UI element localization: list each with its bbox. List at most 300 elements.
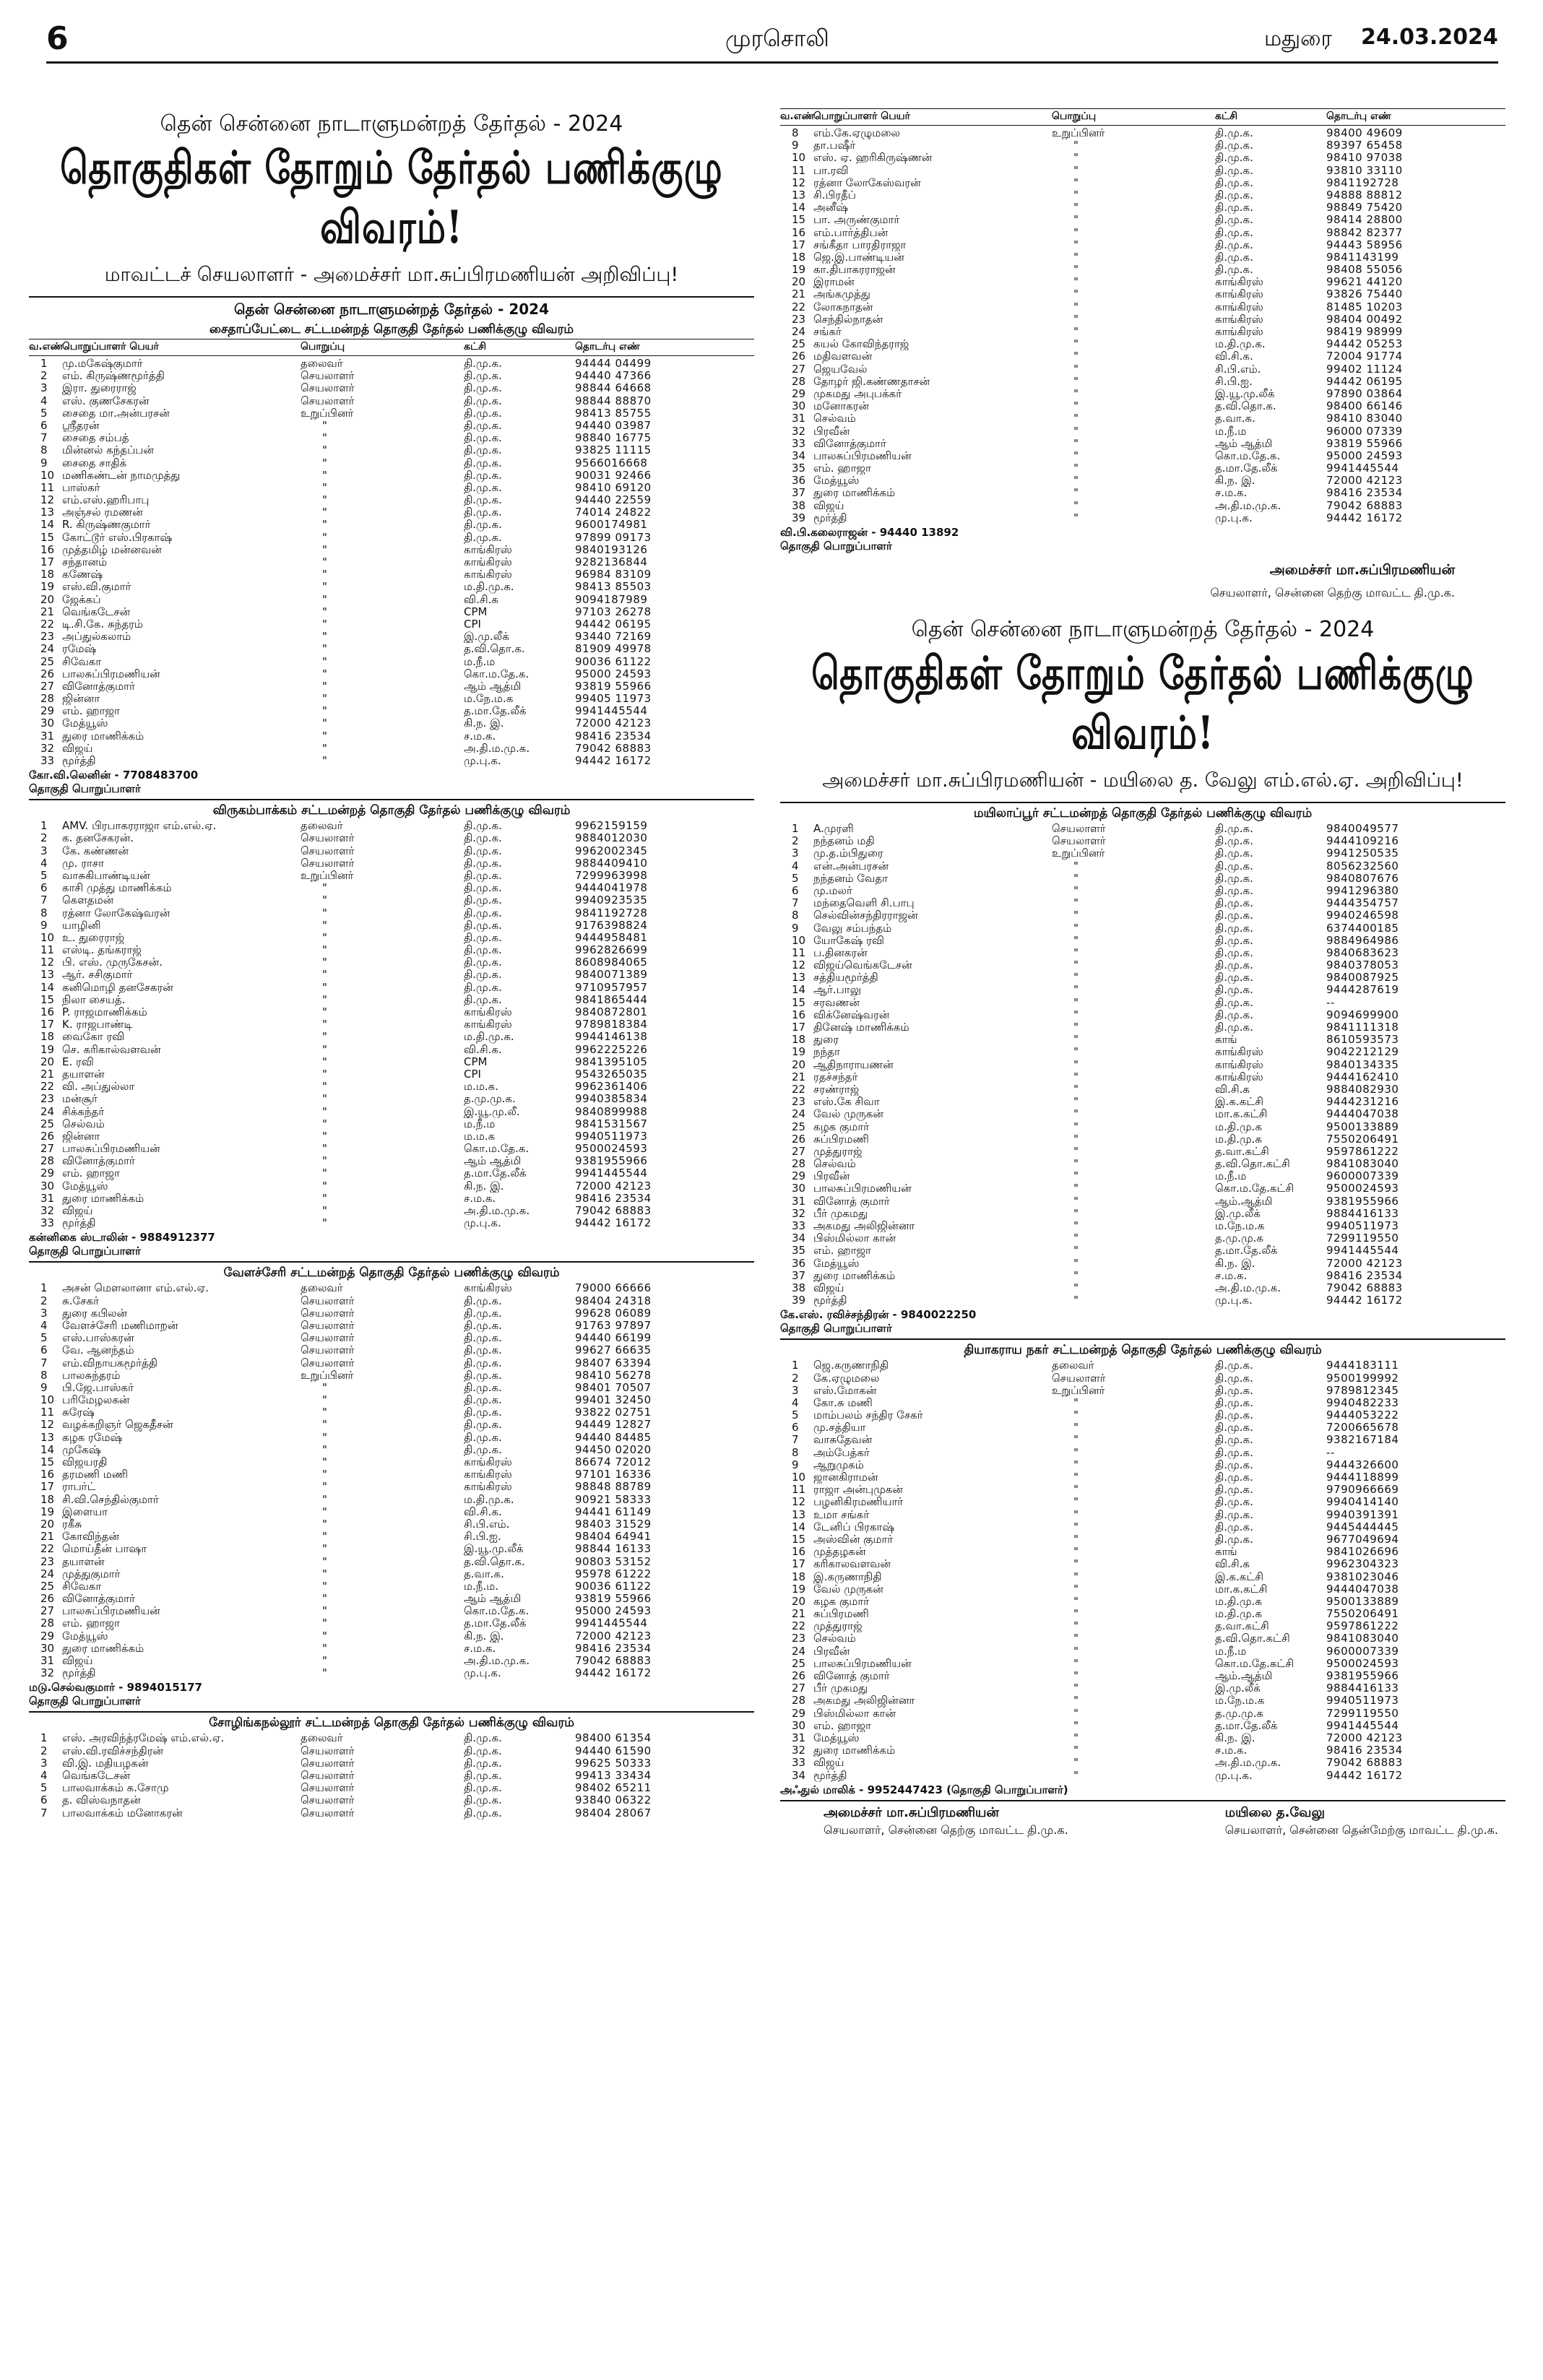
- member-name: வினோத்குமார்: [62, 1155, 135, 1168]
- serial-number: 29: [792, 1707, 806, 1720]
- serial-number: 26: [792, 1133, 806, 1146]
- party-name: வி.சி.க.: [1215, 350, 1253, 363]
- table-row: [780, 264, 1505, 276]
- serial-number: 2: [40, 1744, 48, 1757]
- phone-number: 98844 64668: [575, 382, 652, 395]
- divider: [29, 1261, 754, 1263]
- serial-number: 3: [40, 844, 48, 857]
- member-name: துரை: [813, 1034, 839, 1047]
- table-row: [29, 743, 754, 755]
- phone-number: 89397 65458: [1326, 139, 1403, 152]
- serial-number: 20: [792, 1058, 806, 1071]
- member-role: செயலாளர்: [301, 1294, 355, 1307]
- phone-number: 9500133889: [1326, 1120, 1399, 1133]
- party-name: ம.ம.க: [464, 1130, 496, 1143]
- phone-number: 98410 83040: [1326, 412, 1403, 425]
- member-role: ": [1073, 499, 1079, 512]
- table-row: [29, 1382, 754, 1394]
- party-name: தி.மு.க.: [1215, 214, 1253, 227]
- member-name: கே.ஏழுமலை: [813, 1372, 880, 1385]
- member-role: ": [1073, 400, 1079, 413]
- table-row: [780, 500, 1505, 512]
- serial-number: 15: [792, 214, 806, 227]
- phone-number: 90036 61122: [575, 1580, 652, 1593]
- serial-number: 31: [40, 1192, 55, 1205]
- member-name: பிரவீன்: [813, 1170, 850, 1183]
- member-role: ": [322, 494, 327, 507]
- phone-number: 9444041978: [575, 882, 648, 895]
- phone-number: 7299119550: [1326, 1707, 1399, 1720]
- member-name: அஸ்வின் குமார்: [813, 1533, 894, 1546]
- phone-number: 9841192728: [1326, 176, 1399, 189]
- phone-number: 9444287619: [1326, 984, 1399, 997]
- party-name: தி.மு.க.: [1215, 1484, 1253, 1497]
- serial-number: 29: [40, 705, 55, 718]
- serial-number: 14: [792, 984, 806, 997]
- serial-number: 22: [40, 618, 55, 631]
- table-row: [780, 1270, 1505, 1282]
- banner2-headline: தொகுதிகள் தோறும் தேர்தல் பணிக்குழு விவரம்!: [811, 646, 1474, 759]
- serial-number: 4: [40, 394, 48, 407]
- member-role: ": [322, 931, 327, 944]
- serial-number: 5: [792, 1409, 799, 1422]
- table-row: [780, 1620, 1505, 1632]
- member-role: செயலாளர்: [1052, 823, 1106, 835]
- signatory-name: மயிலை த.வேலு: [1224, 1804, 1325, 1820]
- table-row: [780, 1034, 1505, 1046]
- member-name: துரை மாணிக்கம்: [813, 487, 896, 500]
- phone-number: 98400 49609: [1326, 127, 1403, 139]
- serial-number: 26: [40, 1130, 55, 1143]
- phone-number: 9444053222: [1326, 1409, 1399, 1422]
- phone-number: 95000 24593: [575, 667, 652, 680]
- table-row: [780, 1294, 1505, 1307]
- phone-number: 9884082930: [1326, 1083, 1399, 1096]
- serial-number: 18: [40, 568, 55, 581]
- committee-table-sholinganallur-continued: [780, 127, 1505, 524]
- phone-number: 9940414140: [1326, 1496, 1399, 1509]
- phone-number: 94442 06195: [575, 618, 652, 631]
- serial-number: 24: [792, 1645, 806, 1658]
- member-name: செல்வம்: [813, 412, 856, 425]
- party-name: தி.மு.க.: [464, 919, 502, 932]
- party-name: தி.மு.க.: [1215, 835, 1253, 848]
- table-row: [29, 1167, 754, 1180]
- member-role: ": [322, 456, 327, 469]
- serial-number: 6: [40, 419, 48, 432]
- table-row: [780, 1170, 1505, 1182]
- table-row: [29, 1782, 754, 1794]
- phone-number: 94442 16172: [1326, 1769, 1403, 1782]
- party-name: சி.பி.எம்.: [464, 1518, 510, 1531]
- phone-number: 6374400185: [1326, 922, 1399, 935]
- party-name: தி.மு.க.: [1215, 202, 1253, 215]
- table-row: [780, 301, 1505, 313]
- table-row: [780, 363, 1505, 376]
- table-row: [780, 152, 1505, 164]
- party-name: தி.மு.க.: [464, 1419, 502, 1432]
- phone-number: 99627 66635: [575, 1344, 652, 1357]
- party-name: ம.நே.ம.க: [1215, 1220, 1265, 1232]
- incharge-role: தொகுதி பொறுப்பாளர்: [29, 1695, 141, 1708]
- party-name: தி.மு.க.: [464, 456, 502, 469]
- party-name: ம.நீ.ம: [464, 655, 496, 668]
- member-name: சத்தியமூர்த்தி: [813, 972, 878, 985]
- serial-number: 17: [792, 1558, 806, 1571]
- serial-number: 37: [792, 1269, 806, 1282]
- table-row: [29, 1130, 754, 1143]
- phone-number: 9941445544: [575, 1167, 648, 1180]
- party-name: தி.மு.க.: [1215, 1421, 1253, 1435]
- table-row: [780, 947, 1505, 959]
- party-name: த.வா.க.: [464, 1567, 504, 1580]
- member-role: ": [1073, 412, 1079, 425]
- party-name: தி.மு.க.: [464, 931, 502, 944]
- incharge-name: மடு.செல்வகுமார் - 9894015177: [29, 1681, 202, 1695]
- phone-number: 72000 42123: [1326, 1731, 1403, 1744]
- phone-number: 9841865444: [575, 993, 648, 1006]
- table-row: [29, 755, 754, 767]
- member-role: ": [1073, 934, 1079, 947]
- party-name: தி.மு.க.: [464, 444, 502, 457]
- member-name: கயல் கோவிந்தராஜ்: [813, 338, 909, 351]
- member-name: கழக ரமேஷ்: [62, 1431, 123, 1444]
- table-row: [780, 1744, 1505, 1757]
- phone-number: 9597861222: [1326, 1145, 1399, 1158]
- table-row: [780, 1757, 1505, 1769]
- phone-number: 95000 24593: [575, 1605, 652, 1618]
- party-name: தி.மு.க.: [1215, 164, 1253, 177]
- member-name: த. விஸ்வநாதன்: [62, 1794, 141, 1807]
- phone-number: 9962159159: [575, 820, 648, 833]
- serial-number: 35: [792, 462, 806, 475]
- table-row: [780, 1533, 1505, 1546]
- party-name: தி.மு.க.: [464, 1769, 502, 1782]
- member-role: ": [322, 1130, 327, 1143]
- member-name: பாலசுந்தரம்: [62, 1369, 121, 1382]
- member-role: ": [322, 1180, 327, 1193]
- member-role: ": [1073, 1021, 1079, 1034]
- incharge-role: தொகுதி பொறுப்பாளர்: [780, 540, 892, 553]
- table-row: [780, 1509, 1505, 1521]
- phone-number: 79042 68883: [575, 1205, 652, 1217]
- table-row: [29, 1419, 754, 1431]
- member-role: ": [1073, 1446, 1079, 1459]
- serial-number: 7: [40, 894, 48, 907]
- committee-table-mylapore: [780, 823, 1505, 1307]
- col-head-sno: வ.எண்: [780, 111, 815, 122]
- phone-number: 94450 02020: [575, 1443, 652, 1456]
- member-name: பாஸ்கர்: [62, 481, 100, 494]
- party-name: காங்கிரஸ்: [1215, 276, 1263, 289]
- party-name: தி.மு.க.: [464, 1406, 502, 1419]
- table-row: [29, 581, 754, 593]
- serial-number: 9: [40, 456, 48, 469]
- phone-number: 97101 16336: [575, 1468, 652, 1481]
- member-role: ": [322, 1394, 327, 1407]
- member-name: ரத்னா லோகேஷ்வரன்: [62, 906, 170, 919]
- member-name: சைதை சம்பத்: [62, 432, 129, 445]
- member-name: பா.ரவி: [813, 164, 849, 177]
- table-row: [780, 1220, 1505, 1232]
- phone-number: 94442 16172: [1326, 511, 1403, 524]
- phone-number: 7299119550: [1326, 1232, 1399, 1245]
- party-name: தி.மு.க.: [464, 906, 502, 919]
- phone-number: 9884416133: [1326, 1207, 1399, 1220]
- member-name: மன்சூர்: [62, 1093, 98, 1106]
- phone-number: 9940482233: [1326, 1396, 1399, 1409]
- table-row: [780, 1071, 1505, 1083]
- table-row: [29, 1580, 754, 1593]
- party-name: சி.பி.எம்.: [1215, 363, 1261, 376]
- table-row: [780, 959, 1505, 972]
- member-role: ": [1073, 1133, 1079, 1146]
- serial-number: 35: [792, 1245, 806, 1258]
- serial-number: 39: [792, 511, 806, 524]
- phone-number: 9789818384: [575, 1018, 648, 1031]
- phone-number: 94444 04499: [575, 358, 652, 370]
- party-name: ம.நே.ம.க: [1215, 1695, 1265, 1708]
- table-row: [780, 425, 1505, 438]
- serial-number: 29: [40, 1167, 55, 1180]
- member-role: ": [1073, 1245, 1079, 1258]
- party-name: காங்கிரஸ்: [464, 1282, 512, 1295]
- serial-number: 32: [40, 1667, 55, 1680]
- table-row: [780, 1359, 1505, 1372]
- party-name: தி.மு.க.: [464, 1431, 502, 1444]
- member-name: பாலசுப்பிரமணியன்: [813, 449, 912, 462]
- party-name: தி.மு.க.: [1215, 1508, 1253, 1521]
- phone-number: 81485 10203: [1326, 300, 1403, 313]
- table-row: [780, 202, 1505, 214]
- member-name: எஸ்டி. தங்கராஜ்: [62, 944, 142, 957]
- serial-number: 33: [792, 1757, 806, 1770]
- table-row: [780, 338, 1505, 350]
- phone-number: 98842 82377: [1326, 226, 1403, 239]
- party-name: இ.க.கட்சி: [1215, 1570, 1264, 1583]
- member-role: ": [322, 1555, 327, 1568]
- table-row: [780, 909, 1505, 922]
- member-role: ": [1073, 1632, 1079, 1645]
- signature-block: [780, 561, 1505, 602]
- serial-number: 19: [40, 581, 55, 594]
- member-role: ": [322, 1068, 327, 1081]
- member-name: என்.அன்பரசன்: [813, 860, 889, 873]
- col-head-sno: வ.எண்: [29, 341, 64, 352]
- table-row: [780, 239, 1505, 251]
- party-name: காங்கிரஸ்: [464, 543, 512, 556]
- party-name: தி.மு.க.: [464, 944, 502, 957]
- member-name: ஜெ.கருணாநிதி: [813, 1359, 889, 1372]
- phone-number: 95978 61222: [575, 1567, 652, 1580]
- phone-number: 98416 23534: [1326, 1744, 1403, 1757]
- member-name: பிரவீன்: [813, 1645, 850, 1658]
- member-role: ": [1073, 1034, 1079, 1047]
- table-row: [780, 1708, 1505, 1720]
- newspaper-name: முரசொலி: [725, 25, 829, 52]
- serial-number: 2: [792, 1372, 799, 1385]
- serial-number: 3: [40, 382, 48, 395]
- phone-number: 94442 05253: [1326, 338, 1403, 351]
- member-name: எம். ஹாஜா: [62, 705, 120, 718]
- member-role: ": [1073, 1257, 1079, 1270]
- member-role: ": [322, 742, 327, 755]
- party-name: தி.மு.க.: [464, 1332, 502, 1345]
- member-role: ": [1073, 437, 1079, 450]
- party-name: காங்கிரஸ்: [1215, 313, 1263, 326]
- member-name: P. ராஜமாணிக்கம்: [62, 1006, 147, 1018]
- party-name: கொ.ம.தே.கட்சி: [1215, 1657, 1295, 1670]
- table-row: [29, 1295, 754, 1307]
- party-name: தி.மு.க.: [464, 370, 502, 383]
- party-name: தி.மு.க.: [464, 506, 502, 519]
- member-name: செல்வின்சந்திரராஜன்: [813, 909, 918, 922]
- serial-number: 26: [40, 1593, 55, 1606]
- member-role: செயலாளர்: [301, 1782, 355, 1795]
- party-name: தி.மு.க.: [1215, 1458, 1253, 1471]
- member-role: ": [1073, 959, 1079, 972]
- member-role: ": [1073, 1471, 1079, 1484]
- phone-number: 9444118899: [1326, 1471, 1399, 1484]
- member-name: ஆதிநாராயணன்: [813, 1058, 894, 1071]
- member-role: செயலாளர்: [301, 1356, 355, 1369]
- party-name: ம.தி.மு.க.: [464, 1493, 514, 1506]
- member-name: ரத்னா லோகேஸ்வரன்: [813, 176, 921, 189]
- col-head-role: பொறுப்பு: [1052, 111, 1097, 122]
- party-name: கி.ந. இ.: [1215, 1731, 1255, 1744]
- serial-number: 5: [792, 872, 799, 885]
- serial-number: 31: [792, 1731, 806, 1744]
- member-name: துரை கபிலன்: [62, 1307, 127, 1320]
- table-row: [780, 512, 1505, 524]
- member-role: ": [1073, 326, 1079, 338]
- phone-number: 98404 28067: [575, 1806, 652, 1819]
- party-name: இ.மு.லீக்: [1215, 1682, 1261, 1695]
- party-name: காங்கிரஸ்: [1215, 1046, 1263, 1059]
- serial-number: 32: [792, 1744, 806, 1757]
- phone-number: 9941296380: [1326, 884, 1399, 897]
- party-name: கொ.ம.தே.கட்சி: [1215, 1182, 1295, 1195]
- member-name: எஸ்.வி.ரவிச்சந்திரன்: [62, 1744, 164, 1757]
- member-name: மூர்த்தி: [813, 511, 847, 524]
- table-row: [29, 870, 754, 882]
- member-name: மேத்யூஸ்: [813, 1731, 860, 1744]
- phone-number: 9500133889: [1326, 1595, 1399, 1608]
- table-row: [29, 1193, 754, 1205]
- serial-number: 4: [40, 1769, 48, 1782]
- serial-number: 12: [40, 956, 55, 969]
- table-row: [29, 994, 754, 1006]
- party-name: த.வி.தொ.க.: [464, 643, 525, 656]
- serial-number: 2: [40, 370, 48, 383]
- member-name: துரை மாணிக்கம்: [62, 1192, 144, 1205]
- member-role: செயலாளர்: [301, 1806, 355, 1819]
- phone-number: 94441 61149: [575, 1505, 652, 1518]
- member-role: ": [1073, 1396, 1079, 1409]
- member-role: செயலாளர்: [301, 857, 355, 870]
- divider: [780, 802, 1505, 803]
- serial-number: 12: [792, 959, 806, 972]
- phone-number: 98400 61354: [575, 1732, 652, 1745]
- table-row: [29, 1757, 754, 1770]
- phone-number: 97890 03864: [1326, 387, 1403, 400]
- table-row: [29, 1617, 754, 1630]
- party-name: தி.மு.க.: [1215, 238, 1253, 251]
- constituency-heading-saidapet: சைதாப்பேட்டை சட்டமன்றத் தொகுதி தேர்தல் பணிக்குழு விவரம்: [209, 322, 574, 337]
- table-row: [780, 897, 1505, 909]
- member-name: மொய்தீன் பாஷா: [62, 1543, 147, 1556]
- member-role: ": [1073, 189, 1079, 202]
- table-row: [780, 462, 1505, 475]
- party-name: தி.மு.க.: [464, 1369, 502, 1382]
- member-name: எம். ஹாஜா: [813, 1719, 871, 1732]
- member-role: ": [1073, 1608, 1079, 1621]
- serial-number: 32: [40, 742, 55, 755]
- party-name: த.வி.தொ.க.: [464, 1555, 525, 1568]
- table-row: [29, 494, 754, 506]
- table-row: [780, 1645, 1505, 1658]
- phone-number: 9940246598: [1326, 909, 1399, 922]
- serial-number: 10: [792, 934, 806, 947]
- table-row: [780, 165, 1505, 177]
- phone-number: 7200665678: [1326, 1421, 1399, 1435]
- serial-number: 8: [40, 906, 48, 919]
- serial-number: 17: [792, 238, 806, 251]
- table-row: [29, 705, 754, 717]
- phone-number: 9841026696: [1326, 1546, 1399, 1559]
- table-row: [29, 1332, 754, 1344]
- phone-number: 9962225226: [575, 1043, 648, 1056]
- member-role: ": [322, 1518, 327, 1531]
- member-role: உறுப்பினர்: [1052, 847, 1105, 860]
- member-name: மேத்யூஸ்: [813, 1257, 860, 1270]
- member-name: ஜின்னா: [62, 1130, 100, 1143]
- phone-number: 90803 53152: [575, 1555, 652, 1568]
- table-row: [29, 1205, 754, 1217]
- member-role: ": [1073, 139, 1079, 152]
- member-role: ": [322, 981, 327, 994]
- serial-number: 10: [40, 1394, 55, 1407]
- party-name: சி.பி.ஐ.: [1215, 375, 1253, 388]
- member-role: ": [322, 1093, 327, 1106]
- table-row: [780, 227, 1505, 239]
- serial-number: 6: [40, 1794, 48, 1807]
- col-head-party: கட்சி: [464, 341, 487, 352]
- party-name: தி.மு.க.: [464, 394, 502, 407]
- member-role: ": [1073, 226, 1079, 239]
- serial-number: 12: [792, 176, 806, 189]
- party-name: த.வா.கட்சி: [1215, 1620, 1269, 1633]
- phone-number: 98416 23534: [575, 1642, 652, 1655]
- serial-number: 9: [40, 1381, 48, 1394]
- member-name: முகேஷ்: [62, 1443, 101, 1456]
- member-role: ": [322, 1481, 327, 1494]
- serial-number: 5: [40, 1332, 48, 1345]
- table-row: [780, 1695, 1505, 1707]
- member-role: ": [322, 593, 327, 606]
- table-row: [780, 1720, 1505, 1732]
- party-name: தி.மு.க.: [464, 469, 502, 482]
- party-name: இ.யூ.மு.லீக்: [1215, 387, 1275, 400]
- party-name: தி.மு.க.: [1215, 984, 1253, 997]
- serial-number: 22: [792, 1083, 806, 1096]
- member-name: தயாளன்: [62, 1068, 105, 1081]
- serial-number: 23: [792, 313, 806, 326]
- phone-number: 9444162410: [1326, 1070, 1399, 1083]
- serial-number: 28: [792, 375, 806, 388]
- phone-number: 9094187989: [575, 593, 648, 606]
- serial-number: 24: [40, 643, 55, 656]
